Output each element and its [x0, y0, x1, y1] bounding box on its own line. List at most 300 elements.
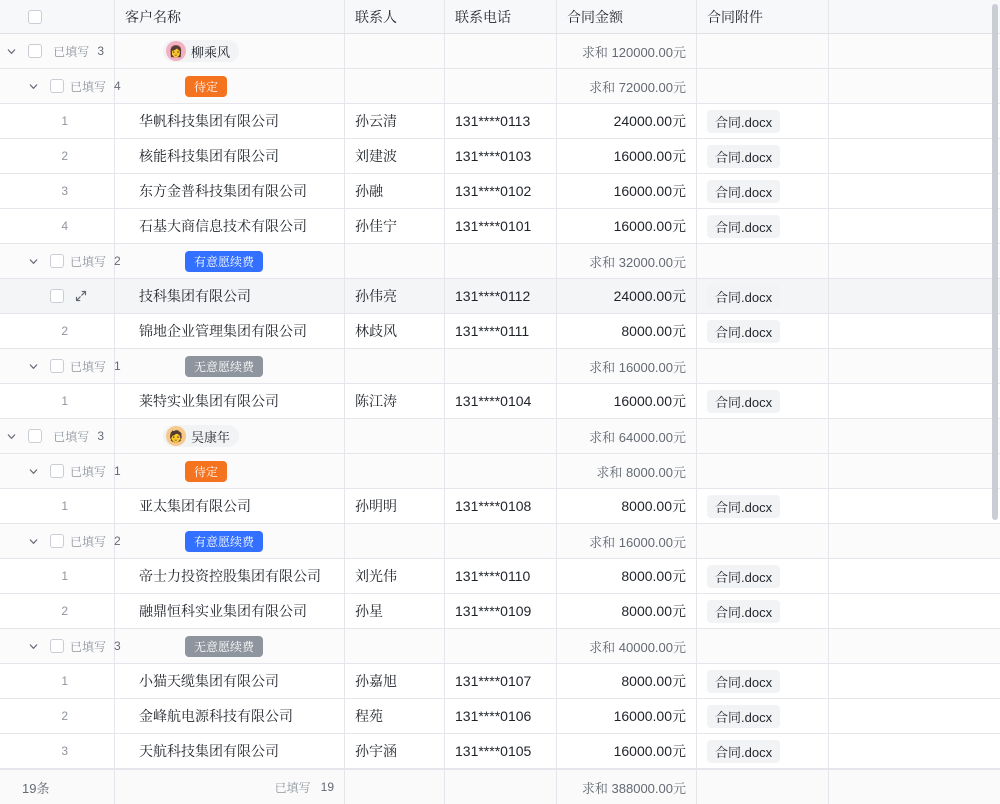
record-index-cell	[0, 104, 115, 138]
header-cell-file[interactable]	[697, 0, 829, 33]
row-number: 2	[61, 709, 68, 723]
record-index-cell	[0, 139, 115, 173]
summary-total: 19条	[22, 780, 50, 796]
header-cell-tail	[829, 0, 1000, 33]
summary-filled-cell	[115, 770, 345, 804]
group-contact-cell	[345, 34, 445, 68]
filled-count: 4	[114, 79, 121, 93]
cell-amount[interactable]	[557, 139, 697, 173]
select-all-checkbox[interactable]	[22, 10, 48, 24]
contract-amount: 24000.00元	[613, 113, 686, 129]
cell-amount[interactable]	[557, 384, 697, 418]
group-phone-cell	[445, 629, 557, 663]
status-group-row	[0, 629, 1000, 664]
cell-tail	[829, 174, 1000, 208]
collapse-chevron-icon[interactable]	[0, 46, 22, 57]
group-phone-cell	[445, 244, 557, 278]
cell-contact[interactable]	[345, 559, 445, 593]
header-cell-amount[interactable]	[557, 0, 697, 33]
group-index-cell	[0, 454, 121, 488]
group-file-cell	[697, 524, 829, 558]
cell-attachment[interactable]	[697, 594, 829, 628]
cell-customer-name[interactable]	[115, 594, 345, 628]
cell-amount[interactable]	[557, 104, 697, 138]
table-row	[0, 279, 1000, 314]
vertical-scrollbar-track[interactable]	[990, 0, 1000, 800]
status-group-row	[0, 349, 1000, 384]
cell-attachment[interactable]	[697, 699, 829, 733]
contact-phone: 131****0105	[455, 743, 532, 759]
filled-label: 已填写	[274, 780, 311, 795]
amount-sum: 求和 32000.00元	[589, 254, 686, 270]
status-group-row	[0, 244, 1000, 279]
contract-amount: 16000.00元	[613, 708, 686, 724]
person-chip[interactable]	[163, 40, 239, 62]
group-phone-cell	[445, 349, 557, 383]
group-contact-cell	[345, 69, 445, 103]
attachment-chip[interactable]: 合同.docx	[707, 705, 780, 728]
cell-attachment[interactable]	[697, 559, 829, 593]
collapse-chevron-icon[interactable]	[22, 81, 44, 92]
filled-label: 已填写	[53, 429, 90, 444]
cell-amount[interactable]	[557, 209, 697, 243]
attachment-chip[interactable]: 合同.docx	[707, 320, 780, 343]
collapse-chevron-icon[interactable]	[22, 641, 44, 652]
contract-amount: 8000.00元	[621, 673, 686, 689]
cell-amount[interactable]	[557, 489, 697, 523]
person-name: 柳乘风	[191, 44, 231, 60]
cell-customer-name[interactable]	[115, 139, 345, 173]
record-index-cell	[0, 559, 115, 593]
group-amount-cell	[557, 349, 697, 383]
attachment-chip[interactable]: 合同.docx	[707, 285, 780, 308]
contract-amount: 16000.00元	[613, 218, 686, 234]
vertical-scrollbar-thumb[interactable]	[992, 4, 998, 520]
filled-count: 19	[320, 780, 334, 794]
filled-count: 2	[114, 534, 121, 548]
table-row	[0, 314, 1000, 349]
status-group-row	[0, 524, 1000, 559]
row-number: 3	[61, 744, 68, 758]
record-index-cell	[0, 734, 115, 768]
cell-tail	[829, 104, 1000, 138]
group-amount-cell	[557, 524, 697, 558]
owner-name-cell[interactable]	[115, 419, 345, 453]
customer-name: 金峰航电源科技有限公司	[139, 708, 293, 724]
contract-amount: 8000.00元	[621, 568, 686, 584]
attachment-chip[interactable]: 合同.docx	[707, 180, 780, 203]
group-file-cell	[697, 629, 829, 663]
group-amount-cell	[557, 454, 697, 488]
table-row	[0, 734, 1000, 769]
header-cell-name[interactable]	[115, 0, 345, 33]
contact-phone: 131****0103	[455, 148, 532, 164]
owner-group-row	[0, 419, 1000, 454]
cell-contact[interactable]	[345, 489, 445, 523]
cell-customer-name[interactable]	[115, 104, 345, 138]
cell-tail	[829, 664, 1000, 698]
amount-sum: 求和 120000.00元	[581, 44, 686, 60]
group-contact-cell	[345, 524, 445, 558]
record-index-cell	[0, 174, 115, 208]
cell-contact[interactable]	[345, 664, 445, 698]
status-tag-cell[interactable]	[115, 524, 345, 558]
group-file-cell	[697, 244, 829, 278]
header-cell-contact[interactable]	[345, 0, 445, 33]
cell-contact[interactable]	[345, 734, 445, 768]
filled-count: 1	[114, 464, 121, 478]
status-tag-cell[interactable]	[115, 244, 345, 278]
contact-phone: 131****0107	[455, 673, 532, 689]
avatar: 🧑	[166, 426, 186, 446]
customer-name: 核能科技集团有限公司	[139, 148, 279, 164]
cell-amount[interactable]	[557, 279, 697, 313]
attachment-chip[interactable]: 合同.docx	[707, 390, 780, 413]
table-row	[0, 139, 1000, 174]
group-phone-cell	[445, 69, 557, 103]
row-checkbox[interactable]	[44, 639, 70, 653]
group-contact-cell	[345, 629, 445, 663]
cell-contact[interactable]	[345, 104, 445, 138]
group-index-cell	[0, 69, 121, 103]
amount-sum: 求和 16000.00元	[589, 534, 686, 550]
attachment-chip[interactable]: 合同.docx	[707, 110, 780, 133]
row-checkbox[interactable]	[44, 359, 70, 373]
cell-attachment[interactable]	[697, 734, 829, 768]
cell-tail	[829, 139, 1000, 173]
group-tail-cell	[829, 34, 1000, 68]
contact-phone: 131****0111	[455, 323, 530, 339]
cell-customer-name[interactable]	[115, 559, 345, 593]
header-cell-phone[interactable]	[445, 0, 557, 33]
status-group-row	[0, 454, 1000, 489]
group-tail-cell	[829, 524, 1000, 558]
cell-amount[interactable]	[557, 559, 697, 593]
status-badge: 待定	[185, 461, 227, 482]
customer-name: 莱特实业集团有限公司	[139, 393, 279, 409]
cell-attachment[interactable]	[697, 314, 829, 348]
amount-sum: 求和 388000.00元	[581, 780, 686, 796]
cell-contact[interactable]	[345, 699, 445, 733]
cell-customer-name[interactable]	[115, 314, 345, 348]
cell-amount[interactable]	[557, 734, 697, 768]
row-checkbox[interactable]	[44, 464, 70, 478]
cell-attachment[interactable]	[697, 384, 829, 418]
cell-phone[interactable]	[445, 489, 557, 523]
row-checkbox[interactable]	[22, 429, 48, 443]
collapse-chevron-icon[interactable]	[22, 361, 44, 372]
summary-count-cell	[0, 770, 115, 804]
table-row	[0, 174, 1000, 209]
group-file-cell	[697, 34, 829, 68]
status-badge: 有意愿续费	[185, 531, 263, 552]
cell-tail	[829, 489, 1000, 523]
customer-name: 华帆科技集团有限公司	[139, 113, 279, 129]
contact-name: 孙明明	[355, 498, 397, 514]
status-badge: 有意愿续费	[185, 251, 263, 272]
cell-customer-name[interactable]	[115, 664, 345, 698]
record-index-cell	[0, 699, 115, 733]
group-tail-cell	[829, 244, 1000, 278]
expand-record-icon[interactable]	[70, 290, 92, 302]
cell-attachment[interactable]	[697, 489, 829, 523]
contact-name: 孙佳宁	[355, 218, 397, 234]
summary-amount-cell	[557, 770, 697, 804]
header-label-name: 客户名称	[125, 8, 181, 25]
cell-phone[interactable]	[445, 664, 557, 698]
collapse-chevron-icon[interactable]	[22, 256, 44, 267]
row-number: 1	[61, 114, 68, 128]
collapse-chevron-icon[interactable]	[22, 536, 44, 547]
record-index-cell	[0, 314, 115, 348]
cell-phone[interactable]	[445, 279, 557, 313]
group-phone-cell	[445, 524, 557, 558]
cell-customer-name[interactable]	[115, 279, 345, 313]
cell-customer-name[interactable]	[115, 209, 345, 243]
contact-phone: 131****0113	[455, 113, 531, 129]
customer-name: 石基大商信息技术有限公司	[139, 218, 307, 234]
attachment-chip[interactable]: 合同.docx	[707, 565, 780, 588]
group-phone-cell	[445, 34, 557, 68]
header-cell-select	[0, 0, 115, 33]
attachment-chip[interactable]: 合同.docx	[707, 495, 780, 518]
attachment-chip[interactable]: 合同.docx	[707, 740, 780, 763]
person-name: 吴康年	[191, 429, 231, 445]
group-amount-cell	[557, 629, 697, 663]
contract-amount: 16000.00元	[613, 393, 686, 409]
cell-phone[interactable]	[445, 104, 557, 138]
status-badge: 无意愿续费	[185, 356, 263, 377]
cell-customer-name[interactable]	[115, 699, 345, 733]
cell-attachment[interactable]	[697, 664, 829, 698]
cell-amount[interactable]	[557, 174, 697, 208]
table-row	[0, 594, 1000, 629]
table-row	[0, 489, 1000, 524]
cell-customer-name[interactable]	[115, 384, 345, 418]
group-contact-cell	[345, 244, 445, 278]
customer-name: 亚太集团有限公司	[139, 498, 251, 514]
group-index-cell	[0, 524, 121, 558]
status-badge: 待定	[185, 76, 227, 97]
contact-phone: 131****0108	[455, 498, 532, 514]
contract-amount: 16000.00元	[613, 183, 686, 199]
contact-name: 陈江涛	[355, 393, 397, 409]
row-number: 2	[61, 149, 68, 163]
table-body	[0, 34, 1000, 804]
row-checkbox[interactable]	[22, 44, 48, 58]
cell-phone[interactable]	[445, 699, 557, 733]
amount-sum: 求和 72000.00元	[589, 79, 686, 95]
table-row	[0, 559, 1000, 594]
cell-contact[interactable]	[345, 384, 445, 418]
status-tag-cell[interactable]	[115, 629, 345, 663]
summary-row	[0, 769, 1000, 804]
table-row	[0, 699, 1000, 734]
group-index-cell	[0, 629, 121, 663]
group-tail-cell	[829, 419, 1000, 453]
record-index-cell	[0, 279, 115, 313]
cell-tail	[829, 734, 1000, 768]
contact-name: 孙嘉旭	[355, 673, 397, 689]
cell-amount[interactable]	[557, 664, 697, 698]
filled-label: 已填写	[70, 464, 107, 479]
contact-name: 刘建波	[355, 148, 397, 164]
contact-phone: 131****0110	[455, 568, 531, 584]
status-tag-cell[interactable]	[115, 69, 345, 103]
contact-name: 孙星	[355, 603, 383, 619]
cell-contact[interactable]	[345, 174, 445, 208]
filled-label: 已填写	[70, 639, 107, 654]
filled-label: 已填写	[70, 254, 107, 269]
contact-name: 孙云清	[355, 113, 397, 129]
contact-phone: 131****0102	[455, 183, 532, 199]
cell-contact[interactable]	[345, 139, 445, 173]
cell-phone[interactable]	[445, 559, 557, 593]
row-number: 4	[61, 219, 68, 233]
row-number: 2	[61, 324, 68, 338]
table-row	[0, 209, 1000, 244]
header-label-contact: 联系人	[355, 8, 397, 25]
cell-attachment[interactable]	[697, 279, 829, 313]
group-contact-cell	[345, 419, 445, 453]
avatar: 👩	[166, 41, 186, 61]
summary-tail-cell	[829, 770, 1000, 804]
contract-amount: 8000.00元	[621, 498, 686, 514]
table-row	[0, 384, 1000, 419]
group-tail-cell	[829, 349, 1000, 383]
group-amount-cell	[557, 244, 697, 278]
row-checkbox[interactable]	[44, 254, 70, 268]
cell-tail	[829, 209, 1000, 243]
record-index-cell	[0, 209, 115, 243]
row-number: 1	[61, 674, 68, 688]
cell-amount[interactable]	[557, 314, 697, 348]
group-amount-cell	[557, 69, 697, 103]
filled-label: 已填写	[70, 79, 107, 94]
table-header-row	[0, 0, 1000, 34]
group-tail-cell	[829, 629, 1000, 663]
status-tag-cell[interactable]	[115, 454, 345, 488]
cell-phone[interactable]	[445, 174, 557, 208]
group-tail-cell	[829, 454, 1000, 488]
cell-phone[interactable]	[445, 594, 557, 628]
contact-name: 刘光伟	[355, 568, 397, 584]
attachment-chip[interactable]: 合同.docx	[707, 215, 780, 238]
group-index-cell	[0, 244, 121, 278]
group-index-cell	[0, 34, 115, 68]
cell-amount[interactable]	[557, 699, 697, 733]
status-badge: 无意愿续费	[185, 636, 263, 657]
filled-count: 3	[114, 639, 121, 653]
person-chip[interactable]	[163, 425, 239, 447]
contract-amount: 8000.00元	[621, 323, 686, 339]
cell-customer-name[interactable]	[115, 489, 345, 523]
attachment-chip[interactable]: 合同.docx	[707, 670, 780, 693]
contact-name: 林歧风	[355, 323, 397, 339]
cell-attachment[interactable]	[697, 209, 829, 243]
group-index-cell	[0, 419, 115, 453]
status-tag-cell[interactable]	[115, 349, 345, 383]
table-row	[0, 664, 1000, 699]
contract-amount: 8000.00元	[621, 603, 686, 619]
cell-customer-name[interactable]	[115, 734, 345, 768]
cell-attachment[interactable]	[697, 139, 829, 173]
cell-phone[interactable]	[445, 734, 557, 768]
row-checkbox[interactable]	[44, 534, 70, 548]
customer-name: 融鼎恒科实业集团有限公司	[139, 603, 307, 619]
customer-name: 小猫天缆集团有限公司	[139, 673, 279, 689]
summary-file-cell	[697, 770, 829, 804]
contract-amount: 16000.00元	[613, 148, 686, 164]
amount-sum: 求和 16000.00元	[589, 359, 686, 375]
cell-phone[interactable]	[445, 314, 557, 348]
customer-name: 东方金普科技集团有限公司	[139, 183, 307, 199]
contract-amount: 16000.00元	[613, 743, 686, 759]
cell-contact[interactable]	[345, 314, 445, 348]
row-number: 1	[61, 499, 68, 513]
contact-name: 孙宇涵	[355, 743, 397, 759]
summary-contact-cell	[345, 770, 445, 804]
filled-label: 已填写	[53, 44, 90, 59]
record-index-cell	[0, 594, 115, 628]
contact-name: 孙伟亮	[355, 288, 397, 304]
contact-name: 程苑	[355, 708, 383, 724]
collapse-chevron-icon[interactable]	[0, 431, 22, 442]
cell-tail	[829, 384, 1000, 418]
record-index-cell	[0, 384, 115, 418]
filled-count: 3	[97, 429, 104, 443]
cell-tail	[829, 559, 1000, 593]
cell-attachment[interactable]	[697, 174, 829, 208]
group-index-cell	[0, 349, 121, 383]
cell-contact[interactable]	[345, 279, 445, 313]
header-label-file: 合同附件	[707, 8, 763, 25]
cell-phone[interactable]	[445, 139, 557, 173]
owner-name-cell[interactable]	[115, 34, 345, 68]
table-row	[0, 104, 1000, 139]
amount-sum: 求和 64000.00元	[589, 429, 686, 445]
cell-attachment[interactable]	[697, 104, 829, 138]
cell-phone[interactable]	[445, 384, 557, 418]
header-label-amount: 合同金额	[567, 8, 623, 25]
owner-group-row	[0, 34, 1000, 69]
cell-customer-name[interactable]	[115, 174, 345, 208]
status-group-row	[0, 69, 1000, 104]
amount-sum: 求和 8000.00元	[596, 464, 686, 480]
record-index-cell	[0, 664, 115, 698]
contact-name: 孙融	[355, 183, 383, 199]
group-amount-cell	[557, 34, 697, 68]
cell-contact[interactable]	[345, 209, 445, 243]
group-phone-cell	[445, 419, 557, 453]
group-contact-cell	[345, 454, 445, 488]
row-checkbox[interactable]	[44, 79, 70, 93]
row-checkbox[interactable]	[44, 289, 70, 303]
group-file-cell	[697, 419, 829, 453]
cell-tail	[829, 314, 1000, 348]
cell-phone[interactable]	[445, 209, 557, 243]
filled-count: 3	[97, 44, 104, 58]
customer-name: 天航科技集团有限公司	[139, 743, 279, 759]
cell-amount[interactable]	[557, 594, 697, 628]
attachment-chip[interactable]: 合同.docx	[707, 145, 780, 168]
amount-sum: 求和 40000.00元	[589, 639, 686, 655]
group-file-cell	[697, 454, 829, 488]
collapse-chevron-icon[interactable]	[22, 466, 44, 477]
attachment-chip[interactable]: 合同.docx	[707, 600, 780, 623]
filled-count: 2	[114, 254, 121, 268]
cell-contact[interactable]	[345, 594, 445, 628]
